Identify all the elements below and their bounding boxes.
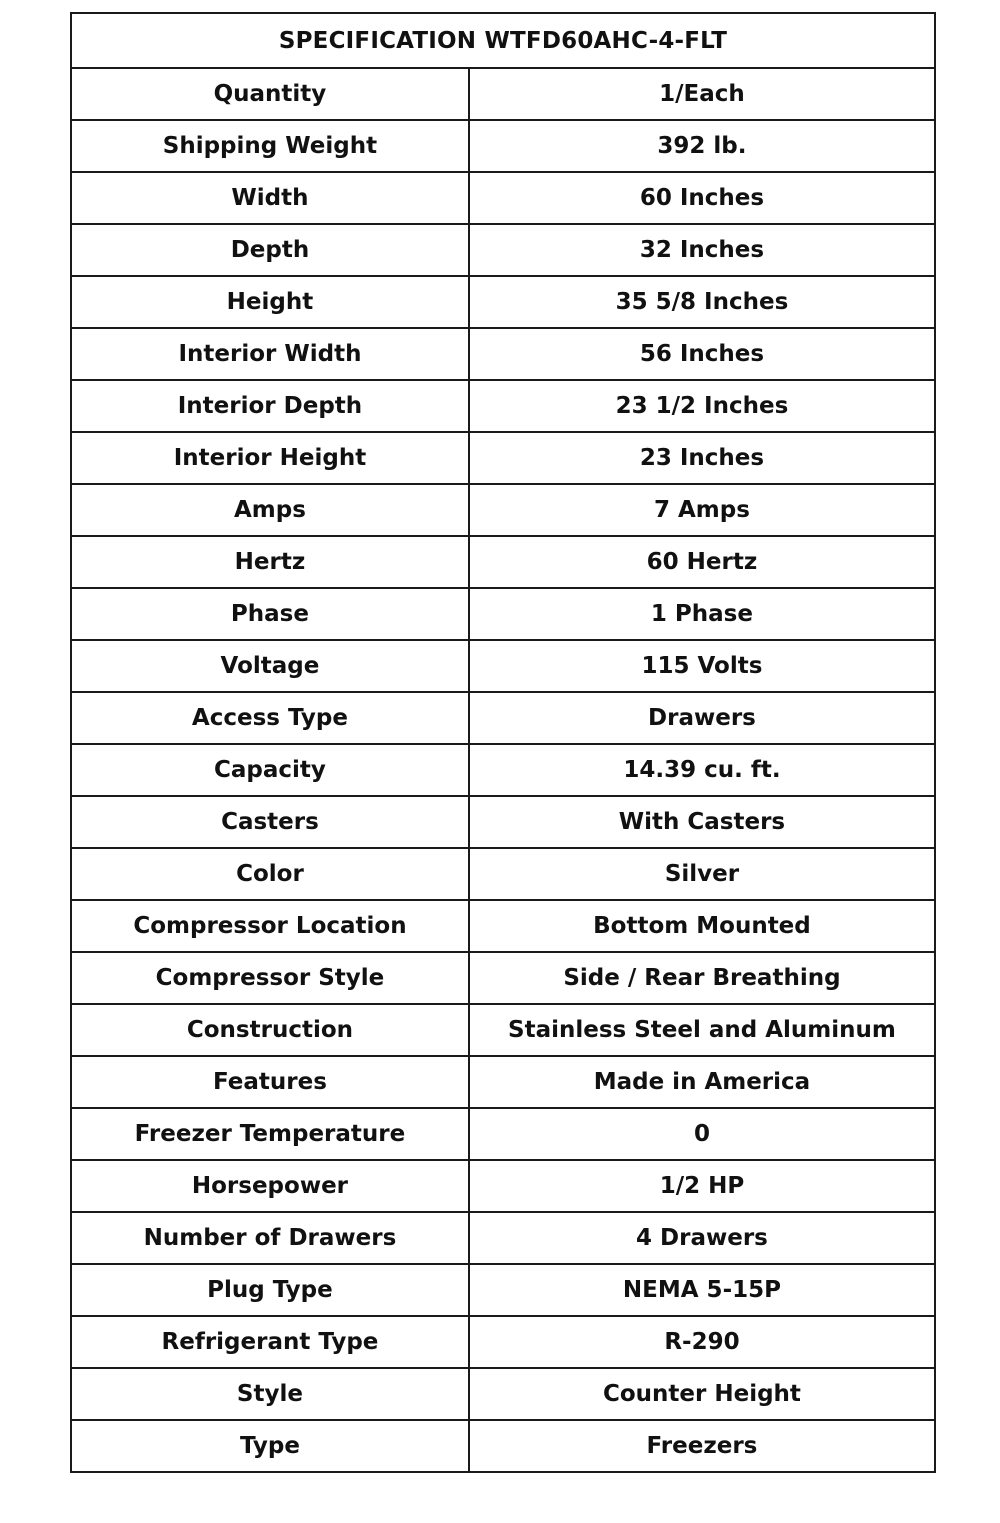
spec-value: 56 Inches: [469, 328, 935, 380]
table-row: [71, 1108, 935, 1160]
spec-value: Stainless Steel and Aluminum: [469, 1004, 935, 1056]
table-row: [71, 120, 935, 172]
table-row: [71, 484, 935, 536]
spec-label: Interior Width: [71, 328, 469, 380]
spec-label: Freezer Temperature: [71, 1108, 469, 1160]
spec-value: Silver: [469, 848, 935, 900]
table-row: [71, 848, 935, 900]
spec-label: Phase: [71, 588, 469, 640]
spec-value: 23 Inches: [469, 432, 935, 484]
spec-value: 60 Hertz: [469, 536, 935, 588]
specification-table: [70, 12, 936, 1473]
spec-value: 1/2 HP: [469, 1160, 935, 1212]
spec-value: 60 Inches: [469, 172, 935, 224]
table-row: [71, 536, 935, 588]
spec-label: Color: [71, 848, 469, 900]
table-header-row: [71, 13, 935, 68]
table-row: [71, 796, 935, 848]
table-row: [71, 1212, 935, 1264]
table-row: [71, 224, 935, 276]
spec-value: 7 Amps: [469, 484, 935, 536]
spec-label: Height: [71, 276, 469, 328]
table-row: [71, 380, 935, 432]
table-row: [71, 744, 935, 796]
table-row: [71, 900, 935, 952]
spec-label: Voltage: [71, 640, 469, 692]
spec-value: 32 Inches: [469, 224, 935, 276]
table-row: [71, 1004, 935, 1056]
spec-label: Depth: [71, 224, 469, 276]
spec-label: Quantity: [71, 68, 469, 120]
spec-value: R-290: [469, 1316, 935, 1368]
spec-value: 392 lb.: [469, 120, 935, 172]
table-row: [71, 588, 935, 640]
spec-value: 35 5/8 Inches: [469, 276, 935, 328]
spec-value: Made in America: [469, 1056, 935, 1108]
spec-value: 115 Volts: [469, 640, 935, 692]
spec-label: Features: [71, 1056, 469, 1108]
spec-value: Counter Height: [469, 1368, 935, 1420]
spec-label: Casters: [71, 796, 469, 848]
spec-label: Amps: [71, 484, 469, 536]
spec-value: Drawers: [469, 692, 935, 744]
spec-label: Interior Height: [71, 432, 469, 484]
spec-label: Hertz: [71, 536, 469, 588]
spec-value: Bottom Mounted: [469, 900, 935, 952]
spec-value: With Casters: [469, 796, 935, 848]
spec-label: Plug Type: [71, 1264, 469, 1316]
spec-label: Width: [71, 172, 469, 224]
table-row: [71, 1160, 935, 1212]
spec-value: Side / Rear Breathing: [469, 952, 935, 1004]
table-title: SPECIFICATION WTFD60AHC-4-FLT: [71, 13, 935, 68]
spec-label: Access Type: [71, 692, 469, 744]
table-row: [71, 1264, 935, 1316]
table-row: [71, 1316, 935, 1368]
table-row: [71, 328, 935, 380]
table-row: [71, 68, 935, 120]
table-row: [71, 1056, 935, 1108]
spec-value: 23 1/2 Inches: [469, 380, 935, 432]
spec-label: Type: [71, 1420, 469, 1472]
table-row: [71, 1368, 935, 1420]
table-body: [71, 68, 935, 1472]
spec-value: NEMA 5-15P: [469, 1264, 935, 1316]
spec-value: 14.39 cu. ft.: [469, 744, 935, 796]
spec-value: Freezers: [469, 1420, 935, 1472]
spec-value: 1/Each: [469, 68, 935, 120]
table-row: [71, 432, 935, 484]
spec-label: Construction: [71, 1004, 469, 1056]
spec-value: 1 Phase: [469, 588, 935, 640]
spec-label: Compressor Location: [71, 900, 469, 952]
table-row: [71, 1420, 935, 1472]
table-row: [71, 172, 935, 224]
spec-label: Horsepower: [71, 1160, 469, 1212]
spec-label: Shipping Weight: [71, 120, 469, 172]
spec-label: Capacity: [71, 744, 469, 796]
table-row: [71, 952, 935, 1004]
spec-label: Refrigerant Type: [71, 1316, 469, 1368]
table-row: [71, 692, 935, 744]
table-row: [71, 640, 935, 692]
spec-value: 4 Drawers: [469, 1212, 935, 1264]
table-row: [71, 276, 935, 328]
spec-label: Compressor Style: [71, 952, 469, 1004]
spec-label: Interior Depth: [71, 380, 469, 432]
spec-label: Number of Drawers: [71, 1212, 469, 1264]
spec-label: Style: [71, 1368, 469, 1420]
spec-value: 0: [469, 1108, 935, 1160]
